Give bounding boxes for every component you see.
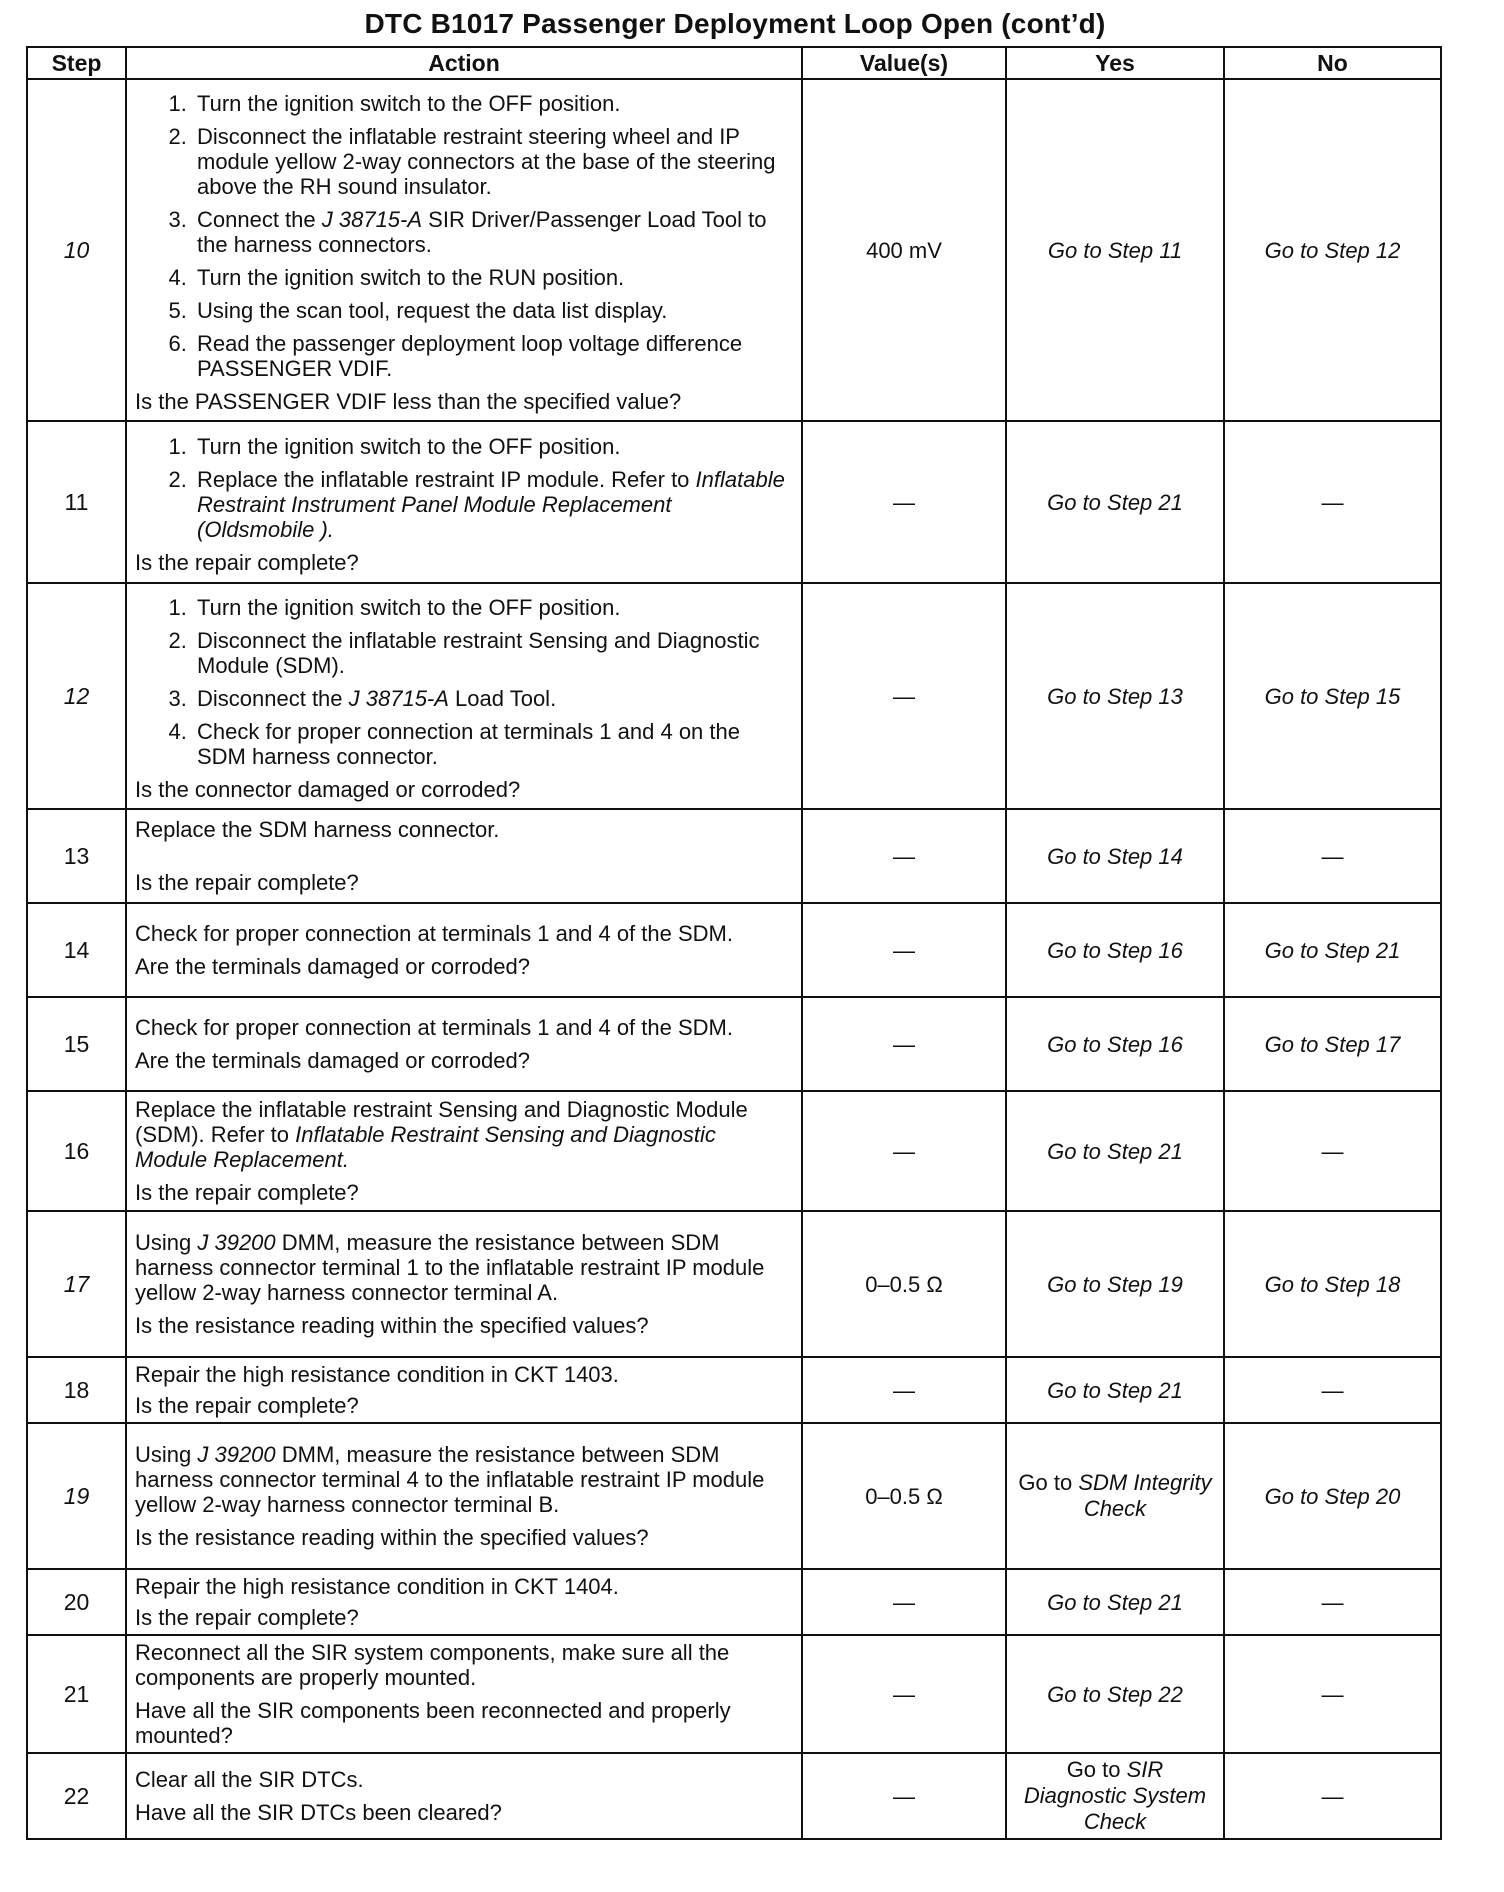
value-cell: 0–0.5 Ω: [802, 1423, 1006, 1569]
action-item: 1. Turn the ignition switch to the OFF position.: [193, 434, 793, 459]
step-number: 10: [27, 79, 126, 421]
yes-cell: Go to Step 21: [1006, 1091, 1224, 1211]
yes-cell: Go to Step 22: [1006, 1635, 1224, 1753]
action-text: Using J 39200 DMM, measure the resistance between SDM harness connector terminal 4 to the inflatable restraint IP module yellow 2-way harness connector terminal B.: [135, 1442, 765, 1517]
step-number: 21: [27, 1635, 126, 1753]
header-step: Step: [27, 47, 126, 79]
step-number: 17: [27, 1211, 126, 1357]
no-cell: Go to Step 15: [1224, 583, 1441, 809]
yes-cell: Go to Step 14: [1006, 809, 1224, 903]
action-item: 3. Disconnect the J 38715-A Load Tool.: [193, 686, 793, 711]
no-cell: Go to Step 17: [1224, 997, 1441, 1091]
no-cell: —: [1224, 1635, 1441, 1753]
header-action: Action: [126, 47, 802, 79]
step-number: 22: [27, 1753, 126, 1839]
page-title: DTC B1017 Passenger Deployment Loop Open (cont’d): [364, 8, 1106, 39]
action-item: 6. Read the passenger deployment loop voltage difference PASSENGER VDIF.: [193, 331, 793, 381]
table-row: [27, 1423, 1441, 1569]
table-row: [27, 79, 1441, 421]
table-row: [27, 1635, 1441, 1753]
no-cell: Go to Step 21: [1224, 903, 1441, 997]
no-cell: Go to Step 18: [1224, 1211, 1441, 1357]
action-question: Is the repair complete?: [135, 1605, 359, 1630]
value-cell: 400 mV: [802, 79, 1006, 421]
action-item: 2. Replace the inflatable restraint IP module. Refer to Inflatable Restraint Instrument Panel Module Replacement (Oldsmobile ).: [193, 467, 793, 542]
yes-cell: Go to SDM Integrity Check: [1006, 1423, 1224, 1569]
value-cell: —: [802, 1091, 1006, 1211]
action-text: Check for proper connection at terminals 1 and 4 of the SDM.: [135, 921, 733, 946]
step-number: 12: [27, 583, 126, 809]
action-question: Is the connector damaged or corroded?: [135, 776, 521, 802]
value-cell: —: [802, 421, 1006, 583]
step-number: 19: [27, 1423, 126, 1569]
action-text: Reconnect all the SIR system components, make sure all the components are properly mounted.: [135, 1640, 730, 1690]
action-item: 2. Disconnect the inflatable restraint steering wheel and IP module yellow 2-way connectors at the base of the steering above the RH sound insulator.: [193, 124, 793, 199]
table-row: [27, 583, 1441, 809]
action-cell: [126, 421, 802, 583]
yes-cell: Go to Step 21: [1006, 1569, 1224, 1635]
action-cell: [126, 1423, 802, 1569]
action-cell: [126, 1211, 802, 1357]
step-number: 11: [27, 421, 126, 583]
action-text: Replace the SDM harness connector.: [135, 817, 500, 842]
action-question: Is the resistance reading within the specified values?: [135, 1313, 649, 1338]
action-cell: [126, 1091, 802, 1211]
no-cell: —: [1224, 809, 1441, 903]
yes-cell: Go to Step 13: [1006, 583, 1224, 809]
action-text: Repair the high resistance condition in CKT 1403.: [135, 1362, 619, 1387]
yes-cell: Go to Step 21: [1006, 421, 1224, 583]
no-cell: Go to Step 20: [1224, 1423, 1441, 1569]
no-cell: —: [1224, 421, 1441, 583]
no-cell: —: [1224, 1753, 1441, 1839]
yes-cell: Go to Step 16: [1006, 903, 1224, 997]
action-question: Is the repair complete?: [135, 1393, 359, 1418]
value-cell: —: [802, 997, 1006, 1091]
action-question: Is the repair complete?: [135, 870, 359, 895]
no-cell: —: [1224, 1091, 1441, 1211]
action-text: Check for proper connection at terminals 1 and 4 of the SDM.: [135, 1015, 733, 1040]
table-row: [27, 997, 1441, 1091]
table-row: [27, 1753, 1441, 1839]
value-cell: —: [802, 583, 1006, 809]
action-text: Clear all the SIR DTCs.: [135, 1767, 364, 1792]
value-cell: —: [802, 809, 1006, 903]
diagnostic-table: [26, 46, 1442, 1840]
step-number: 14: [27, 903, 126, 997]
action-question: Is the PASSENGER VDIF less than the specified value?: [135, 388, 682, 414]
header-values: Value(s): [802, 47, 1006, 79]
value-cell: —: [802, 1357, 1006, 1423]
step-number: 20: [27, 1569, 126, 1635]
action-question: Is the repair complete?: [135, 549, 359, 575]
no-cell: Go to Step 12: [1224, 79, 1441, 421]
action-cell: [126, 997, 802, 1091]
table-row: [27, 809, 1441, 903]
header-yes: Yes: [1006, 47, 1224, 79]
value-cell: 0–0.5 Ω: [802, 1211, 1006, 1357]
action-cell: [126, 583, 802, 809]
table-row: [27, 421, 1441, 583]
action-cell: [126, 1635, 802, 1753]
action-cell: [126, 1753, 802, 1839]
step-number: 16: [27, 1091, 126, 1211]
yes-cell: Go to SIR Diagnostic System Check: [1006, 1753, 1224, 1839]
table-row: [27, 1211, 1441, 1357]
table-row: [27, 1357, 1441, 1423]
action-item: 1. Turn the ignition switch to the OFF position.: [193, 595, 793, 620]
action-question: Is the repair complete?: [135, 1180, 359, 1205]
action-cell: [126, 1569, 802, 1635]
action-item: 4. Check for proper connection at terminals 1 and 4 on the SDM harness connector.: [193, 719, 793, 769]
value-cell: —: [802, 1635, 1006, 1753]
action-item: 5. Using the scan tool, request the data list display.: [193, 298, 793, 323]
action-question: Have all the SIR components been reconnected and properly mounted?: [135, 1698, 731, 1748]
step-number: 18: [27, 1357, 126, 1423]
action-question: Is the resistance reading within the specified values?: [135, 1525, 649, 1550]
table-row: [27, 1569, 1441, 1635]
action-question: Have all the SIR DTCs been cleared?: [135, 1800, 502, 1825]
value-cell: —: [802, 1753, 1006, 1839]
action-item: 2. Disconnect the inflatable restraint Sensing and Diagnostic Module (SDM).: [193, 628, 793, 678]
table-row: [27, 1091, 1441, 1211]
step-number: 13: [27, 809, 126, 903]
action-text: Using J 39200 DMM, measure the resistance between SDM harness connector terminal 1 to the inflatable restraint IP module yellow 2-way harness connector terminal A.: [135, 1230, 765, 1305]
no-cell: —: [1224, 1357, 1441, 1423]
action-cell: [126, 1357, 802, 1423]
table-row: [27, 903, 1441, 997]
action-cell: [126, 903, 802, 997]
step-number: 15: [27, 997, 126, 1091]
yes-cell: Go to Step 16: [1006, 997, 1224, 1091]
action-item: 1. Turn the ignition switch to the OFF position.: [193, 91, 793, 116]
value-cell: —: [802, 903, 1006, 997]
action-text: Replace the inflatable restraint Sensing and Diagnostic Module (SDM). Refer to Inflatable Restraint Sensing and Diagnostic Module Replacement.: [135, 1097, 748, 1172]
action-question: Are the terminals damaged or corroded?: [135, 1048, 530, 1073]
yes-cell: Go to Step 19: [1006, 1211, 1224, 1357]
action-question: Are the terminals damaged or corroded?: [135, 954, 530, 979]
action-cell: [126, 809, 802, 903]
action-item: 4. Turn the ignition switch to the RUN position.: [193, 265, 793, 290]
header-no: No: [1224, 47, 1441, 79]
table-header-row: [27, 47, 1441, 79]
value-cell: —: [802, 1569, 1006, 1635]
yes-cell: Go to Step 11: [1006, 79, 1224, 421]
no-cell: —: [1224, 1569, 1441, 1635]
action-text: Repair the high resistance condition in CKT 1404.: [135, 1574, 619, 1599]
action-cell: [126, 79, 802, 421]
action-item: 3. Connect the J 38715-A SIR Driver/Passenger Load Tool to the harness connectors.: [193, 207, 793, 257]
yes-cell: Go to Step 21: [1006, 1357, 1224, 1423]
